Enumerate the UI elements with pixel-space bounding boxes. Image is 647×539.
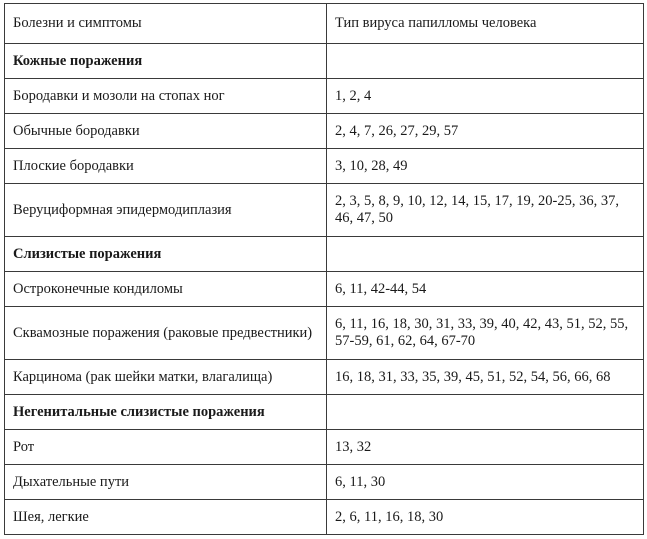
hpv-types-cell: 16, 18, 31, 33, 35, 39, 45, 51, 52, 54, 56, 66, 68 [327,360,644,395]
header-hpv-types: Тип вируса папилломы человека [327,4,644,44]
section-row-skin [5,44,644,79]
disease-cell: Рот [5,430,327,465]
disease-cell: Бородавки и мозоли на стопах ног [5,79,327,114]
disease-cell: Веруциформная эпидермодиплазия [5,184,327,237]
section-title: Негенитальные слизистые поражения [5,395,327,430]
hpv-types-cell: 6, 11, 30 [327,465,644,500]
table-row [5,465,644,500]
section-title: Кожные поражения [5,44,327,79]
section-title: Слизистые поражения [5,237,327,272]
hpv-types-cell: 1, 2, 4 [327,79,644,114]
hpv-types-cell [327,237,644,272]
hpv-types-cell: 6, 11, 42-44, 54 [327,272,644,307]
header-diseases: Болезни и симптомы [5,4,327,44]
disease-cell: Карцинома (рак шейки матки, влагалища) [5,360,327,395]
hpv-types-cell: 13, 32 [327,430,644,465]
table-row [5,307,644,360]
table-row [5,79,644,114]
hpv-table-container [4,3,644,535]
disease-cell: Обычные бородавки [5,114,327,149]
hpv-types-cell [327,395,644,430]
hpv-types-cell: 6, 11, 16, 18, 30, 31, 33, 39, 40, 42, 43, 51, 52, 55, 57-59, 61, 62, 64, 67-70 [327,307,644,360]
table-header-row [5,4,644,44]
hpv-types-cell [327,44,644,79]
table-row [5,114,644,149]
disease-cell: Дыхательные пути [5,465,327,500]
table-row [5,430,644,465]
disease-cell: Шея, легкие [5,500,327,535]
disease-cell: Сквамозные поражения (раковые предвестники) [5,307,327,360]
table-row [5,272,644,307]
disease-cell: Плоские бородавки [5,149,327,184]
table-row [5,149,644,184]
table-row [5,184,644,237]
hpv-types-table [4,3,644,535]
section-row-nongenital [5,395,644,430]
hpv-types-cell: 3, 10, 28, 49 [327,149,644,184]
section-row-mucosal [5,237,644,272]
table-row [5,360,644,395]
disease-cell: Остроконечные кондиломы [5,272,327,307]
hpv-types-cell: 2, 3, 5, 8, 9, 10, 12, 14, 15, 17, 19, 20-25, 36, 37, 46, 47, 50 [327,184,644,237]
hpv-types-cell: 2, 4, 7, 26, 27, 29, 57 [327,114,644,149]
hpv-types-cell: 2, 6, 11, 16, 18, 30 [327,500,644,535]
table-row [5,500,644,535]
